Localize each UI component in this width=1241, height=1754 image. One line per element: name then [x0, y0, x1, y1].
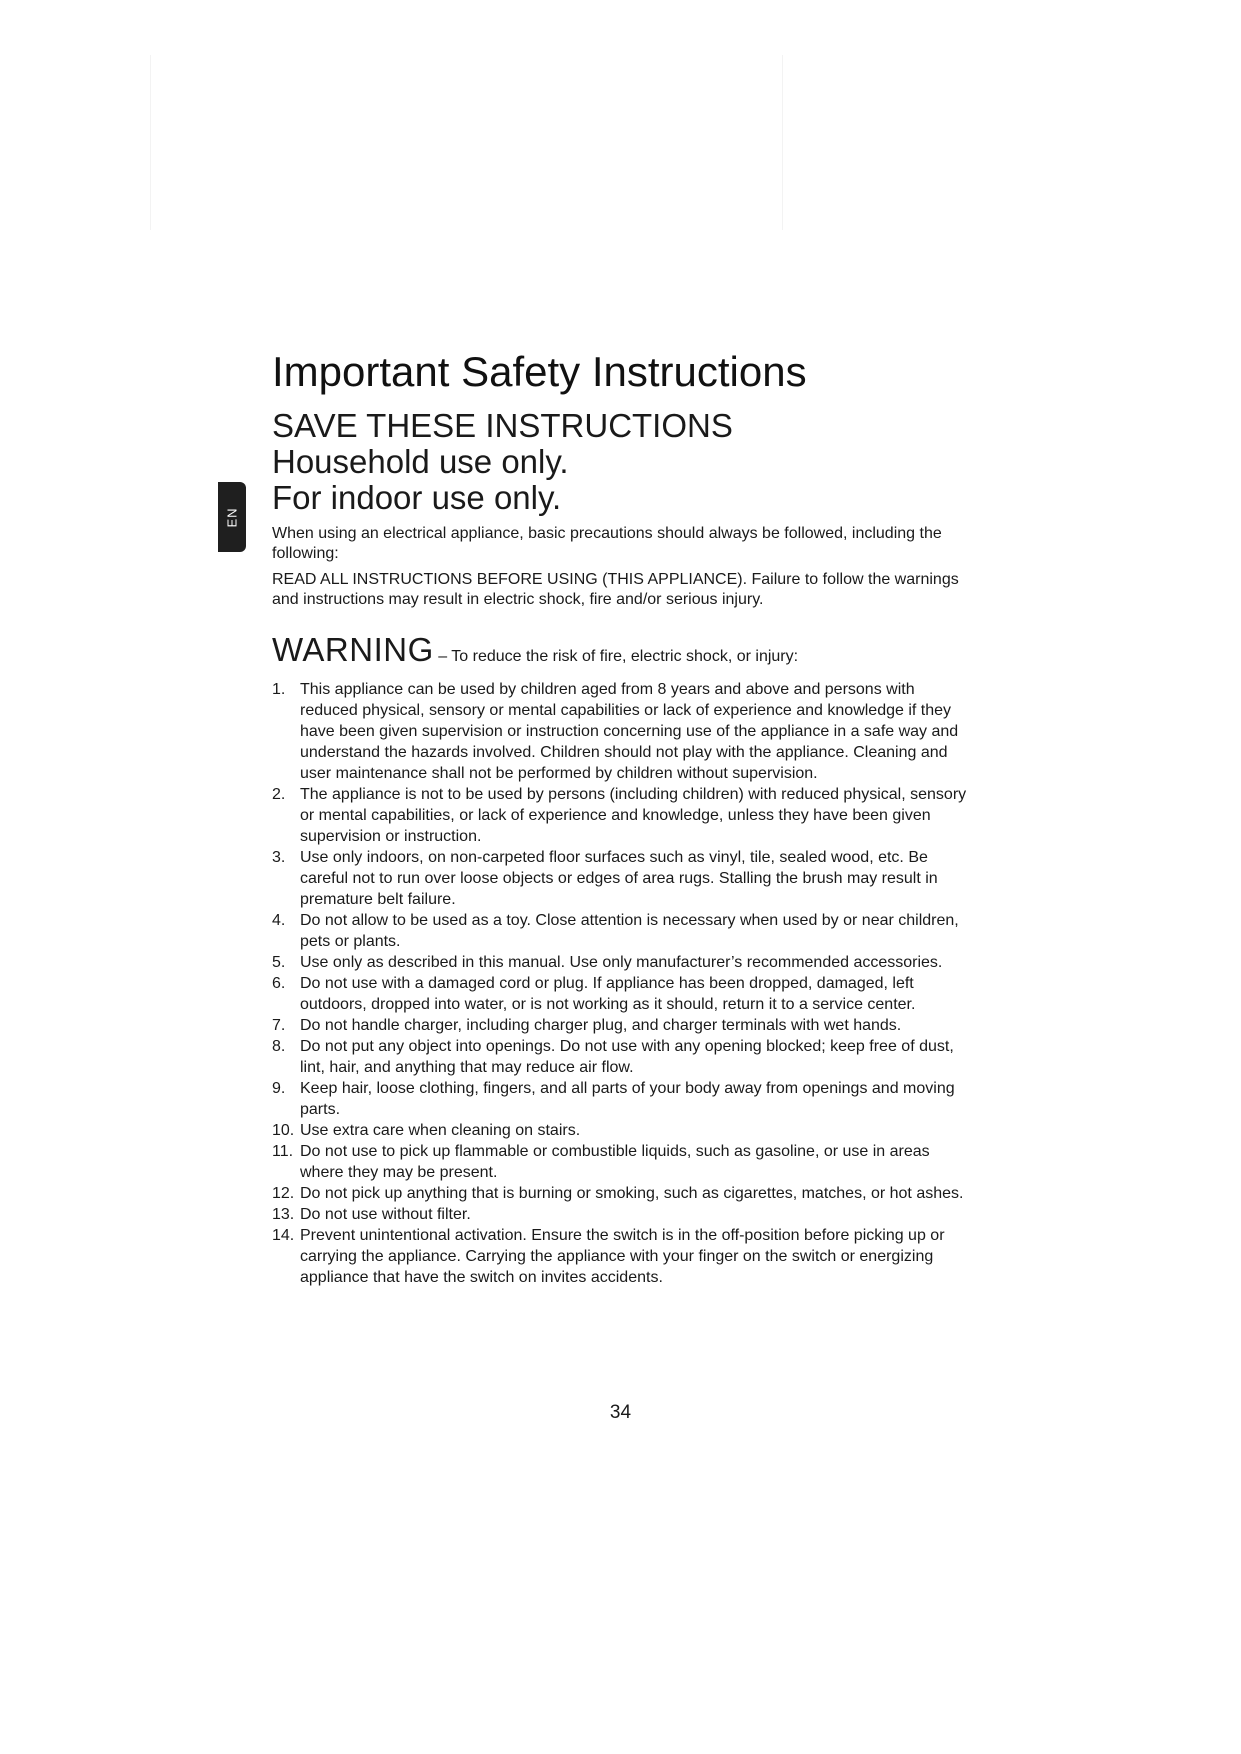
list-item	[272, 910, 972, 952]
list-item-text: Use extra care when cleaning on stairs.	[300, 1122, 581, 1140]
list-item-number: 3.	[272, 849, 286, 867]
list-item	[272, 973, 972, 1015]
page-title: Important Safety Instructions	[272, 348, 807, 395]
household-use-heading: Household use only.	[272, 443, 569, 481]
list-item-text: Do not use to pick up flammable or combustible liquids, such as gasoline, or use in areas where they may be present.	[300, 1143, 930, 1182]
list-item-text: Do not allow to be used as a toy. Close attention is necessary when used by or near children, pets or plants.	[300, 912, 959, 951]
list-item-number: 6.	[272, 975, 286, 993]
indoor-use-heading: For indoor use only.	[272, 479, 562, 517]
list-item	[272, 952, 972, 973]
list-item-text: Do not put any object into openings. Do not use with any opening blocked; keep free of dust, lint, hair, and anything that may reduce air flow.	[300, 1038, 954, 1077]
list-item-number: 14.	[272, 1227, 295, 1245]
page-number: 34	[609, 1402, 632, 1423]
list-item	[272, 1183, 972, 1204]
list-item	[272, 1225, 972, 1288]
list-item	[272, 1141, 972, 1183]
list-item	[272, 847, 972, 910]
list-item-number: 1.	[272, 681, 286, 699]
main-content	[272, 348, 972, 1288]
list-item-number: 13.	[272, 1206, 295, 1224]
list-item-text: Do not use without filter.	[300, 1206, 471, 1224]
scan-artifact-line-left	[150, 55, 151, 230]
list-item-text: Keep hair, loose clothing, fingers, and all parts of your body away from openings and moving parts.	[300, 1080, 955, 1119]
list-item-number: 7.	[272, 1017, 286, 1035]
save-instructions-heading: SAVE THESE INSTRUCTIONS	[272, 407, 733, 445]
read-instructions-paragraph: READ ALL INSTRUCTIONS BEFORE USING (THIS APPLIANCE). Failure to follow the warnings and instructions may result in electric shock, fire and/or serious injury.	[272, 571, 959, 609]
list-item-text: Do not use with a damaged cord or plug. If appliance has been dropped, damaged, left outdoors, dropped into water, or is not working as it should, return it to a service center.	[300, 975, 916, 1014]
list-item-number: 12.	[272, 1185, 295, 1203]
list-item-number: 10.	[272, 1122, 295, 1140]
list-item	[272, 1015, 972, 1036]
list-item	[272, 1120, 972, 1141]
list-item	[272, 679, 972, 784]
warning-heading	[272, 632, 972, 675]
list-item	[272, 1036, 972, 1078]
list-item-number: 2.	[272, 786, 286, 804]
list-item	[272, 1204, 972, 1225]
safety-list	[272, 679, 972, 1288]
language-tab	[218, 482, 246, 552]
list-item-number: 5.	[272, 954, 286, 972]
list-item-text: Use only as described in this manual. Use only manufacturer’s recommended accessories.	[300, 954, 943, 972]
scan-artifact-line-right	[782, 55, 783, 230]
language-tab-label: EN	[224, 506, 240, 528]
warning-subtitle: – To reduce the risk of fire, electric shock, or injury:	[433, 648, 799, 666]
list-item-text: Prevent unintentional activation. Ensure the switch is in the off-position before picking up or carrying the appliance. Carrying the appliance with your finger on the switch or energizing appliance that have the switch on invites accidents.	[300, 1227, 945, 1287]
list-item	[272, 784, 972, 847]
warning-label: WARNING	[272, 631, 434, 669]
intro-paragraph: When using an electrical appliance, basic precautions should always be followed, including the following:	[272, 525, 942, 563]
list-item-text: Do not pick up anything that is burning or smoking, such as cigarettes, matches, or hot ashes.	[300, 1185, 964, 1203]
list-item-text: Use only indoors, on non-carpeted floor surfaces such as vinyl, tile, sealed wood, etc. Be careful not to run over loose objects or edges of area rugs. Stalling the brush may result in premature belt failure.	[300, 849, 938, 909]
list-item-number: 11.	[272, 1143, 294, 1161]
list-item-text: Do not handle charger, including charger plug, and charger terminals with wet hands.	[300, 1017, 902, 1035]
list-item-number: 9.	[272, 1080, 286, 1098]
list-item	[272, 1078, 972, 1120]
list-item-text: The appliance is not to be used by persons (including children) with reduced physical, sensory or mental capabilities, or lack of experience and knowledge, unless they have been given supervision or instruction.	[300, 786, 967, 846]
list-item-text: This appliance can be used by children aged from 8 years and above and persons with reduced physical, sensory or mental capabilities or lack of experience and knowledge if they have been given supervision or instruction concerning use of the appliance in a safe way and understand the hazards involved. Children should not play with the appliance. Cleaning and user maintenance shall not be performed by children without supervision.	[300, 681, 959, 783]
list-item-number: 8.	[272, 1038, 286, 1056]
list-item-number: 4.	[272, 912, 286, 930]
